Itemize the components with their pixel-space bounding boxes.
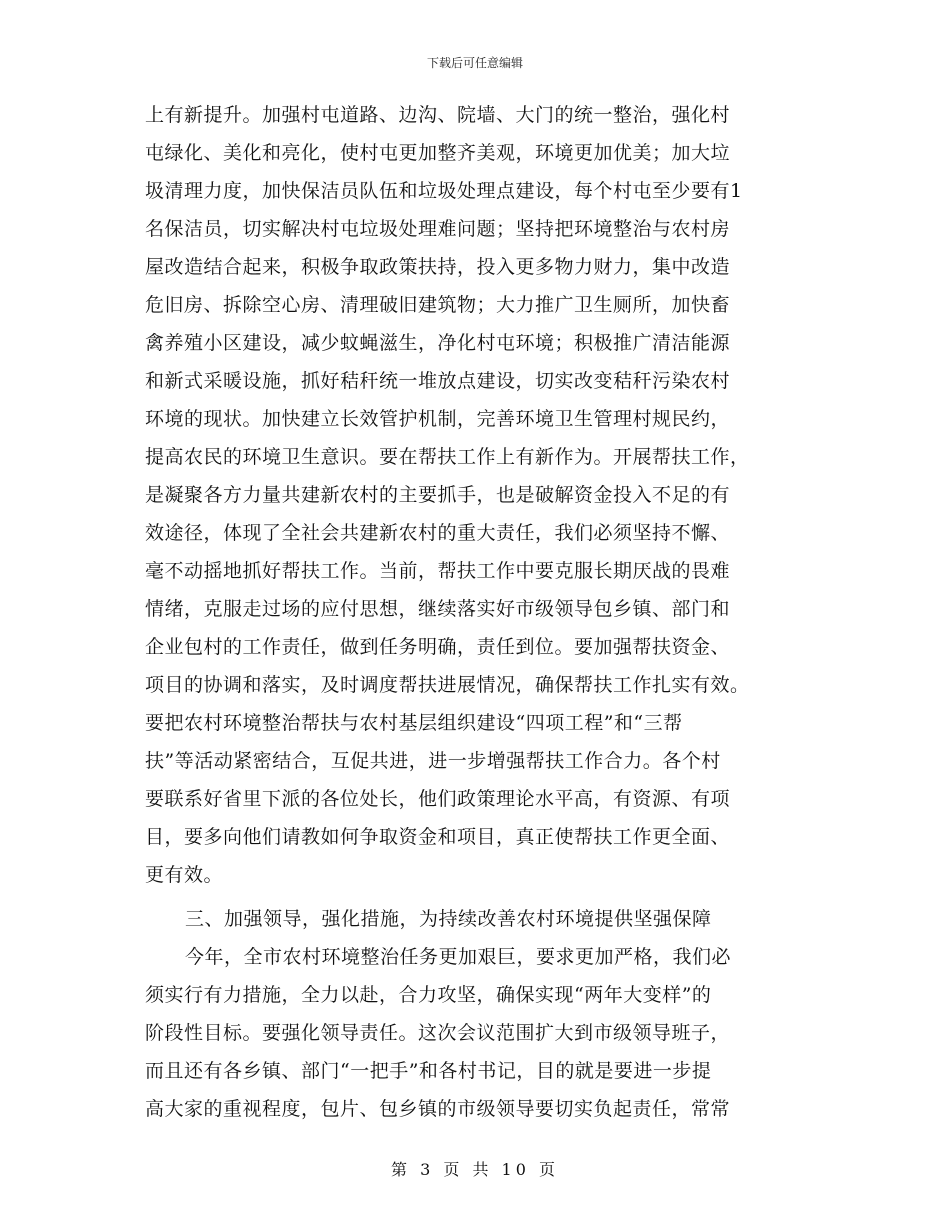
page-header: 下载后可任意编辑	[426, 56, 523, 70]
text-line: 危旧房、拆除空心房、清理破旧建筑物；大力推广卫生厕所，加快畜	[145, 294, 731, 316]
text-line: 是凝聚各方力量共建新农村的主要抓手，也是破解资金投入不足的有	[145, 484, 731, 506]
text-line: 情绪，克服走过场的应付思想，继续落实好市级领导包乡镇、部门和	[145, 598, 731, 620]
text-line: 阶段性目标。要强化领导责任。这次会议范围扩大到市级领导班子，	[145, 1022, 731, 1044]
text-line: 毫不动摇地抓好帮扶工作。当前，帮扶工作中要克服长期厌战的畏难	[145, 560, 731, 582]
text-line: 名保洁员，切实解决村屯垃圾处理难问题；坚持把环境整治与农村房	[145, 218, 731, 240]
text-line: 企业包村的工作责任，做到任务明确，责任到位。要加强帮扶资金、	[145, 636, 731, 658]
text-line: 扶”等活动紧密结合，互促共进，进一步增强帮扶工作合力。各个村	[145, 750, 721, 772]
document-body	[145, 96, 805, 1128]
text-line: 屋改造结合起来，积极争取政策扶持，投入更多物力财力，集中改造	[145, 256, 731, 278]
text-line: 高大家的重视程度，包片、包乡镇的市级领导要切实负起责任，常常	[145, 1098, 731, 1120]
text-line: 要联系好省里下派的各位处长，他们政策理论水平高，有资源、有项	[145, 788, 731, 810]
text-line: 上有新提升。加强村屯道路、边沟、院墙、大门的统一整治，强化村	[145, 104, 731, 126]
section-heading: 三、加强领导，强化措施，为持续改善农村环境提供坚强保障	[185, 908, 712, 930]
text-line: 效途径，体现了全社会共建新农村的重大责任，我们必须坚持不懈、	[145, 522, 731, 544]
text-line: 环境的现状。加快建立长效管护机制，完善环境卫生管理村规民约，	[145, 408, 731, 430]
text-line: 屯绿化、美化和亮化，使村屯更加整齐美观，环境更加优美；加大垃	[145, 142, 731, 164]
text-line: 圾清理力度，加快保洁员队伍和垃圾处理点建设，每个村屯至少要有1	[145, 180, 743, 202]
text-line: 禽养殖小区建设，减少蚊蝇滋生，净化村屯环境；积极推广清洁能源	[145, 332, 731, 354]
text-line: 提高农民的环境卫生意识。要在帮扶工作上有新作为。开展帮扶工作，	[145, 446, 750, 468]
text-line: 项目的协调和落实，及时调度帮扶进展情况，确保帮扶工作扎实有效。	[145, 674, 750, 696]
text-line: 和新式采暖设施，抓好秸秆统一堆放点建设，切实改变秸秆污染农村	[145, 370, 731, 392]
page-footer: 第 3 页 共 10 页	[391, 1160, 559, 1179]
text-line: 要把农村环境整治帮扶与农村基层组织建设“四项工程”和“三帮	[145, 712, 683, 734]
text-line: 而且还有各乡镇、部门“一把手”和各村书记，目的就是要进一步提	[145, 1060, 712, 1082]
text-line: 更有效。	[145, 864, 224, 886]
text-line: 目，要多向他们请教如何争取资金和项目，真正使帮扶工作更全面、	[145, 826, 731, 848]
text-line: 须实行有力措施，全力以赴，合力攻坚，确保实现“两年大变样”的	[145, 984, 712, 1006]
text-line: 今年，全市农村环境整治任务更加艰巨，要求更加严格，我们必	[185, 946, 732, 968]
